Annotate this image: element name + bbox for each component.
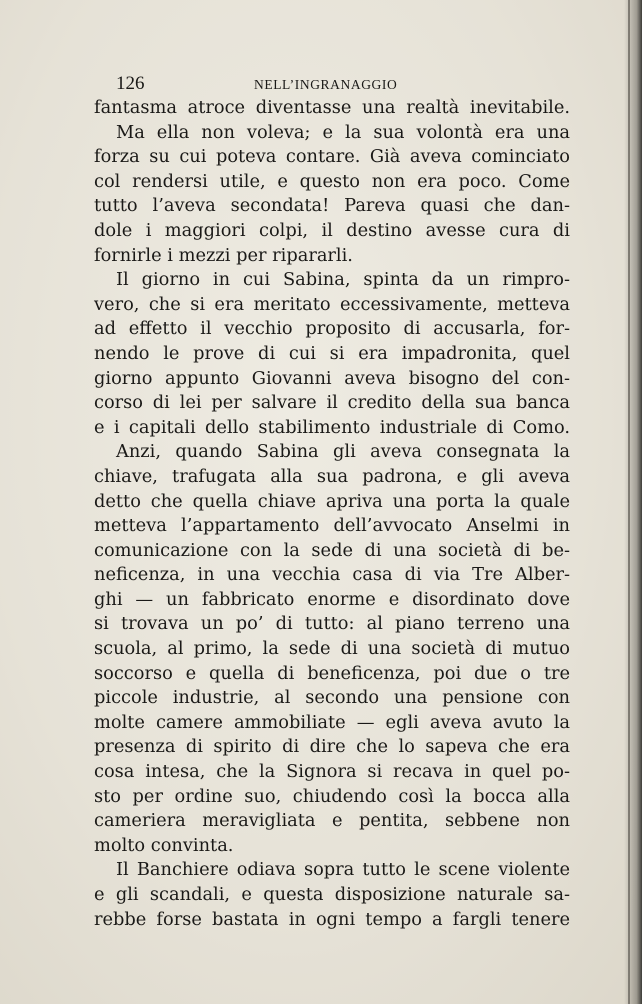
text-line: molte camere ammobiliate — egli aveva avuto la: [94, 711, 570, 733]
text-line: e i capitali dello stabilimento industriale di Como.: [94, 416, 570, 438]
text-line: scuola, al primo, la sede di una società di mutuo: [94, 638, 570, 660]
text-line: vero, che si era meritato eccessivamente, metteva: [94, 293, 570, 315]
text-line: Il Banchiere odiava sopra tutto le scene violente: [116, 859, 570, 881]
text-line: e gli scandali, e questa disposizione naturale sa-: [94, 884, 570, 905]
page-header: [116, 73, 580, 95]
text-line: col rendersi utile, e questo non era poco. Come: [94, 170, 570, 192]
text-line: presenza di spirito di dire che lo sapeva che era: [94, 736, 570, 758]
text-line: tutto l’aveva secondata! Pareva quasi che dan-: [94, 195, 570, 217]
text-line: fornirle i mezzi per ripararli.: [94, 244, 353, 266]
text-line: piccole industrie, al secondo una pensione con: [94, 687, 570, 709]
page-number: 126: [116, 73, 145, 94]
text-line: chiave, trafugata alla sua padrona, e gli aveva: [94, 465, 570, 487]
text-line: neficenza, in una vecchia casa di via Tre Alber-: [94, 564, 570, 586]
text-line: Ma ella non voleva; e la sua volontà era una: [116, 121, 570, 143]
text-line: cosa intesa, che la Signora si recava in quel po-: [94, 761, 570, 783]
text-line: soccorso e quella di beneficenza, poi due o tre: [94, 662, 570, 684]
text-line: ghi — un fabbricato enorme e disordinato dove: [94, 588, 570, 610]
text-line: detto che quella chiave apriva una porta la quale: [94, 490, 570, 512]
text-line: Il giorno in cui Sabina, spinta da un rimpro-: [116, 269, 570, 291]
text-line: sto per ordine suo, chiudendo così la bocca alla: [94, 785, 570, 807]
text-line: giorno appunto Giovanni aveva bisogno del con-: [94, 367, 570, 389]
text-line: molto convinta.: [94, 834, 234, 856]
text-line: si trovava un po’ di tutto: al piano terreno una: [94, 613, 570, 635]
text-line: fantasma atroce diventasse una realtà inevitabile.: [94, 97, 570, 118]
text-line: dole i maggiori colpi, il destino avesse cura di: [94, 219, 570, 241]
text-line: forza su cui poteva contare. Già aveva cominciato: [94, 146, 570, 168]
text-line: metteva l’appartamento dell’avvocato Anselmi in: [94, 515, 570, 537]
body-text: [94, 96, 570, 932]
text-line: comunicazione con la sede di una società di be-: [94, 539, 570, 561]
text-line: ad effetto il vecchio proposito di accusarla, for-: [94, 318, 570, 340]
binding-shadow: [624, 0, 642, 1004]
text-line: corso di lei per salvare il credito della sua banca: [94, 392, 570, 414]
text-line: rebbe forse bastata in ogni tempo a fargli tenere: [94, 908, 570, 930]
text-line: nendo le prove di cui si era impadronita, quel: [94, 342, 570, 364]
text-line: Anzi, quando Sabina gli aveva consegnata la: [116, 441, 570, 463]
running-head: NELL’INGRANAGGIO: [254, 77, 398, 92]
text-line: cameriera meravigliata e pentita, sebbene non: [94, 810, 570, 832]
